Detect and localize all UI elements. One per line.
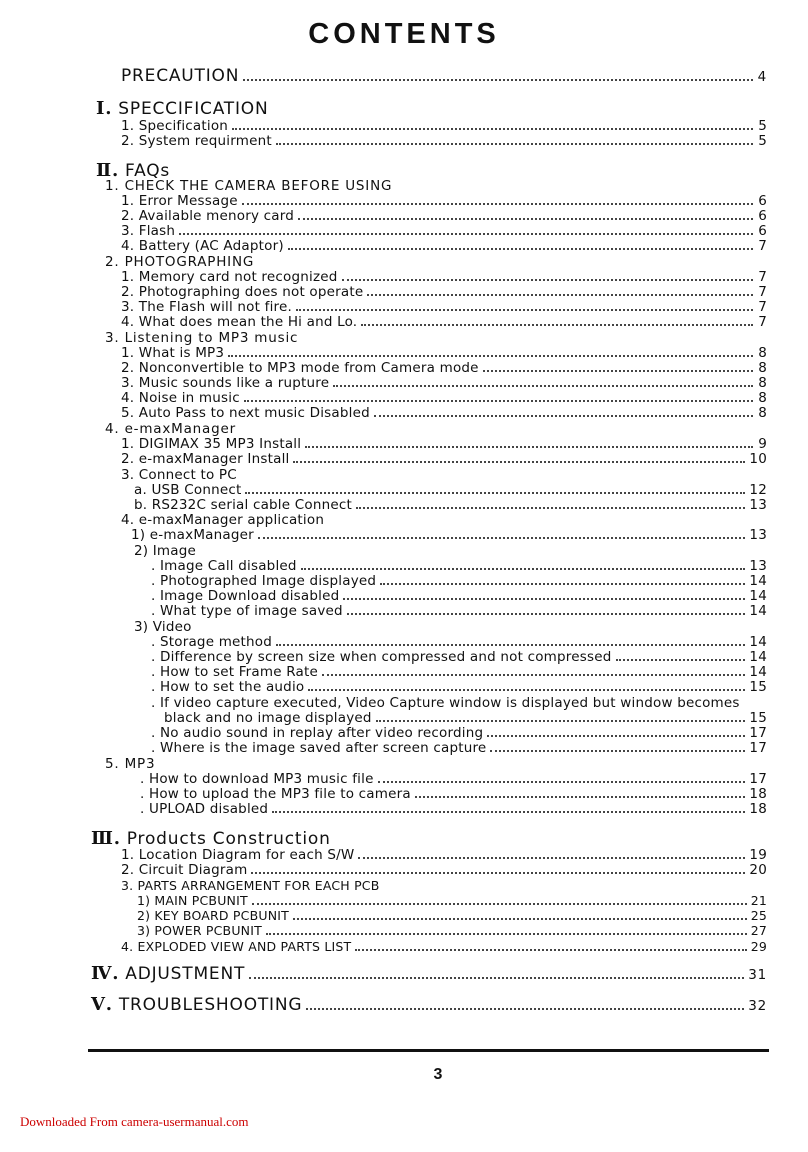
toc-page: 6 [758,193,767,209]
toc-page: 5 [758,133,767,149]
toc-page: 18 [749,801,767,817]
leader-dots [298,218,753,220]
section-title: TROUBLESHOOTING [118,995,303,1015]
bottom-rule [88,1049,769,1052]
subsection-heading: 3. Listening to MP3 music [105,330,299,346]
leader-dots [249,977,744,979]
toc-group-label: 3. PARTS ARRANGEMENT FOR EACH PCB [121,878,380,893]
toc-label: 3. Flash [121,223,176,239]
leader-dots [258,537,745,539]
toc-entry[interactable] [121,238,767,254]
leader-dots [380,583,745,585]
section-title: Products Construction [126,829,331,849]
toc-entry[interactable] [151,649,767,665]
toc-entry[interactable] [121,360,767,376]
toc-entry-continued: . If video capture executed, Video Capture window is displayed but window becomes [151,695,740,711]
toc-page: 15 [749,710,767,726]
toc-page: 8 [758,390,767,406]
leader-dots [272,811,745,813]
toc-group-label: 3) Video [134,619,192,635]
leader-dots [245,492,745,494]
toc-label: 1. What is MP3 [121,345,225,361]
toc-label: 2. Circuit Diagram [121,862,248,878]
leader-dots [308,689,745,691]
toc-label: . Difference by screen size when compressed and not compressed [151,649,612,665]
page-title: CONTENTS [308,18,500,50]
toc-label: 1. Specification [121,118,229,134]
leader-dots [322,674,745,676]
leader-dots [616,659,746,661]
leader-dots [296,309,753,311]
section-title: ADJUSTMENT [125,964,246,984]
toc-page: 15 [749,679,767,695]
leader-dots [355,949,746,951]
section-title: FAQs [125,161,171,181]
toc-entry[interactable] [131,527,767,543]
toc-label: 3. The Flash will not fire. [121,299,292,315]
toc-entry[interactable] [140,801,767,817]
leader-dots [483,370,753,372]
toc-page: 12 [749,482,767,498]
subsection-heading: 2. PHOTOGRAPHING [105,254,255,270]
subsection-heading: 1. CHECK THE CAMERA BEFORE USING [105,178,393,194]
leader-dots [342,279,753,281]
toc-page: 19 [749,847,767,863]
toc-label: b. RS232C serial cable Connect [134,497,352,513]
toc-page: 14 [749,649,767,665]
toc-page: 7 [758,299,767,315]
section-numeral: Ⅲ. [91,828,121,849]
toc-group-label: 3. Connect to PC [121,467,237,483]
toc-page: 14 [749,603,767,619]
toc-label: 2. Nonconvertible to MP3 mode from Camera mode [121,360,479,376]
toc-page: 7 [758,314,767,330]
section-heading-1[interactable] [96,98,269,119]
leader-dots [358,857,745,859]
subsection-heading: 5. MP3 [105,756,156,772]
toc-label: . UPLOAD disabled [140,801,269,817]
toc-page: 8 [758,375,767,391]
section-heading-5[interactable] [91,994,767,1015]
toc-label: a. USB Connect [134,482,242,498]
section-heading-4[interactable] [91,963,767,984]
toc-label: 4. Noise in music [121,390,240,406]
toc-page: 14 [749,588,767,604]
toc-entry[interactable] [121,208,767,224]
toc-label: . Photographed Image displayed [151,573,377,589]
toc-label: . How to upload the MP3 file to camera [140,786,411,802]
leader-dots [288,248,753,250]
toc-page: 13 [749,527,767,543]
leader-dots [415,796,746,798]
leader-dots [367,294,753,296]
toc-group-label: 2) Image [134,543,197,559]
toc-entry[interactable] [151,573,767,589]
leader-dots [374,415,753,417]
toc-entry[interactable] [121,451,767,467]
toc-entry[interactable] [121,375,767,391]
toc-entry[interactable] [151,558,767,574]
toc-entry[interactable] [121,299,767,315]
leader-dots [343,598,745,600]
toc-entry[interactable] [137,893,767,909]
toc-page: 17 [749,771,767,787]
toc-entry[interactable] [121,862,767,878]
toc-page: 14 [749,634,767,650]
toc-label: 1) MAIN PCBUNIT [137,893,248,908]
leader-dots [243,79,753,81]
leader-dots [333,385,753,387]
toc-entry[interactable] [121,223,767,239]
toc-entry[interactable] [151,725,767,741]
toc-page: 14 [749,664,767,680]
toc-label: . What type of image saved [151,603,343,619]
toc-page: 9 [758,436,767,452]
leader-dots [293,918,747,920]
leader-dots [490,750,745,752]
toc-label: . How to set Frame Rate [151,664,319,680]
leader-dots [276,143,753,145]
leader-dots [252,903,747,905]
toc-page: 21 [750,893,767,908]
toc-page: 14 [749,573,767,589]
toc-entry[interactable] [121,390,767,406]
page-number: 3 [433,1066,443,1083]
toc-entry[interactable] [121,436,767,452]
toc-page: 18 [749,786,767,802]
toc-page: 20 [749,862,767,878]
toc-entry[interactable] [164,710,767,726]
section-numeral: Ⅴ. [91,994,113,1015]
toc-page: 17 [749,740,767,756]
download-source-link[interactable]: Downloaded From camera-usermanual.com [20,1114,249,1129]
toc-label: 3) POWER PCBUNIT [137,923,262,938]
leader-dots [293,461,745,463]
toc-label: 2. Available menory card [121,208,295,224]
toc-entry[interactable] [151,634,767,650]
toc-label: 1. DIGIMAX 35 MP3 Install [121,436,302,452]
toc-label: 5. Auto Pass to next music Disabled [121,405,370,421]
toc-entry[interactable] [151,679,767,695]
toc-entry[interactable] [121,345,767,361]
toc-page: 25 [750,908,767,923]
section-heading-label [91,994,303,1015]
leader-dots [301,568,746,570]
toc-label: 3. Music sounds like a rupture [121,375,330,391]
toc-entry[interactable] [140,771,767,787]
toc-entry[interactable] [121,118,767,134]
toc-entry[interactable] [151,603,767,619]
toc-label: 2. e-maxManager Install [121,451,290,467]
leader-dots [376,720,746,722]
toc-entry[interactable] [134,482,767,498]
toc-label: 4. EXPLODED VIEW AND PARTS LIST [121,939,352,954]
toc-page: 10 [749,451,767,467]
toc-page: 7 [758,269,767,285]
toc-label: PRECAUTION [121,66,240,86]
toc-page: 4 [757,69,767,85]
toc-label: . No audio sound in replay after video recording [151,725,484,741]
toc-page: 8 [758,360,767,376]
toc-page: 8 [758,405,767,421]
leader-dots [306,1008,744,1010]
toc-label: 4. Battery (AC Adaptor) [121,238,284,254]
leader-dots [244,400,753,402]
leader-dots [276,644,745,646]
toc-label: . Image Download disabled [151,588,340,604]
toc-entry[interactable] [151,588,767,604]
toc-entry-precaution[interactable] [121,68,767,85]
toc-label: . How to set the audio [151,679,305,695]
toc-page: 17 [749,725,767,741]
toc-entry[interactable] [121,269,767,285]
section-heading-3[interactable] [91,828,331,849]
toc-page: 13 [749,558,767,574]
toc-page: 8 [758,345,767,361]
toc-label: 2) KEY BOARD PCBUNIT [137,908,289,923]
toc-page: 32 [748,998,767,1014]
toc-page: 29 [750,939,767,954]
toc-label: . Where is the image saved after screen capture [151,740,487,756]
toc-page: 31 [748,967,767,983]
section-numeral: Ⅰ. [96,98,113,119]
leader-dots [361,324,753,326]
toc-entry[interactable] [121,133,767,149]
leader-dots [347,613,746,615]
section-numeral: Ⅱ. [96,160,120,181]
toc-label: . Image Call disabled [151,558,297,574]
toc-entry[interactable] [121,939,767,955]
leader-dots [266,933,747,935]
leader-dots [242,203,753,205]
toc-entry[interactable] [134,497,767,513]
toc-page: 5 [758,118,767,134]
toc-entry[interactable] [151,664,767,680]
toc-group-label: 4. e-maxManager application [121,512,325,528]
toc-page: 13 [749,497,767,513]
toc-entry[interactable] [121,405,767,421]
toc-page: 6 [758,208,767,224]
leader-dots [356,507,745,509]
leader-dots [487,735,745,737]
leader-dots [232,128,753,130]
toc-page: 7 [758,238,767,254]
leader-dots [251,872,745,874]
section-heading-label [91,963,246,984]
toc-entry[interactable] [121,847,767,863]
toc-entry[interactable] [151,740,767,756]
toc-label: 1. Location Diagram for each S/W [121,847,355,863]
toc-label: 4. What does mean the Hi and Lo. [121,314,358,330]
toc-page: 6 [758,223,767,239]
section-numeral: Ⅳ. [91,963,120,984]
toc-label: 1. Memory card not recognized [121,269,338,285]
leader-dots [305,446,753,448]
subsection-heading: 4. e-maxManager [105,421,236,437]
toc-page: 27 [750,923,767,938]
leader-dots [378,781,746,783]
toc-label: 2. Photographing does not operate [121,284,364,300]
toc-entry[interactable] [137,923,767,939]
toc-label: . How to download MP3 music file [140,771,374,787]
leader-dots [228,355,753,357]
toc-entry[interactable] [121,193,767,209]
toc-entry[interactable] [121,284,767,300]
toc-entry[interactable] [121,314,767,330]
toc-label: 1) e-maxManager [131,527,254,543]
toc-label: 2. System requirment [121,133,272,149]
toc-label: 1. Error Message [121,193,238,209]
section-title: SPECCIFICATION [118,99,269,119]
toc-label: . Storage method [151,634,273,650]
toc-label: black and no image displayed [164,710,372,726]
toc-page: 7 [758,284,767,300]
toc-entry[interactable] [137,908,767,924]
toc-entry[interactable] [140,786,767,802]
leader-dots [179,233,753,235]
